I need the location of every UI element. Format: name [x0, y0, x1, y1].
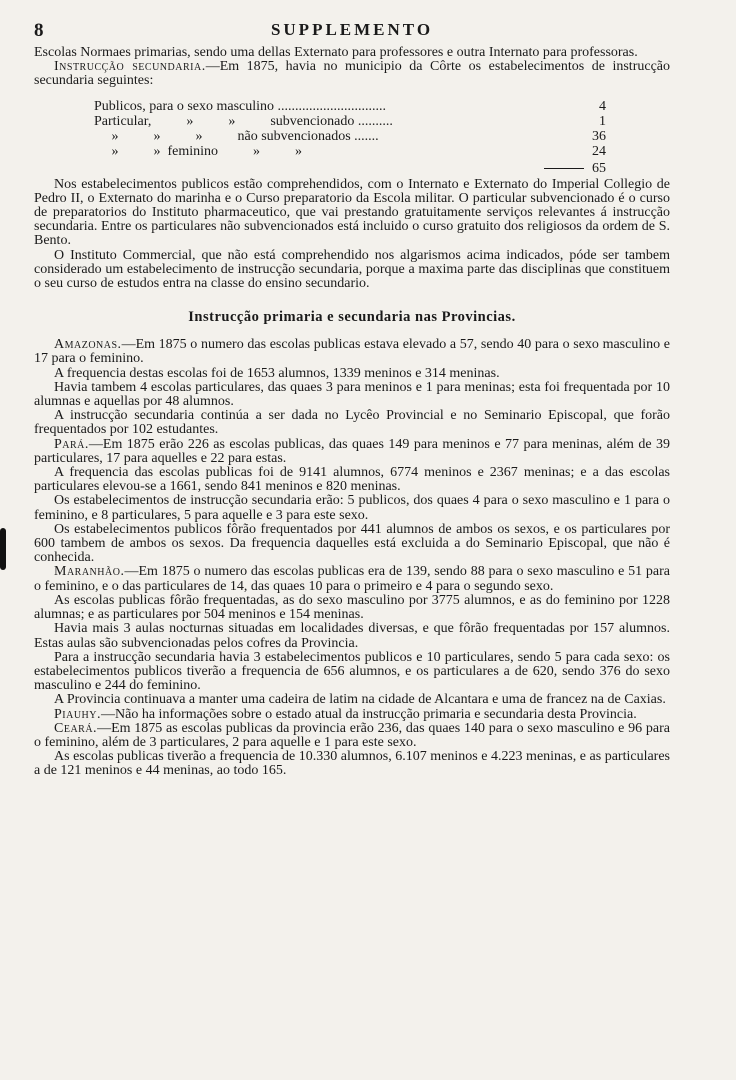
para-text: —Em 1875 erão 226 as escolas publicas, das quaes 149 para meninos e 77 para meninas, além de 39 particulares, 17 para aquelles e 22 para estas.: [34, 436, 670, 466]
table-row: [94, 129, 606, 144]
para-paragraph-1: [34, 438, 670, 466]
province-name-amazonas: Amazonas.: [54, 337, 122, 353]
piauhy-paragraph-1: [34, 708, 670, 722]
province-name-ceara: Ceará.: [54, 720, 98, 736]
province-name-para: Pará.: [54, 436, 89, 452]
table-row-label: Particular, » » subvencionado ..........: [94, 113, 393, 129]
section-title: Instrucção primaria e secundaria nas Provincias.: [188, 309, 516, 326]
table-row-value: 36: [592, 128, 606, 144]
maranhao-paragraph-5: A Provincia continuava a manter uma cadeira de latim na cidade de Alcantara e uma de francez na de Caxias.: [54, 692, 666, 708]
para-paragraph-2: A frequencia das escolas publicas foi de 9141 alumnos, 6774 meninos e 2367 meninas; e a das escolas particulares elevou-se a 1661, sendo 841 meninos e 820 meninas.: [34, 465, 670, 495]
maranhao-paragraph-3: Havia mais 3 aulas nocturnas situadas em localidades diversas, e que fôrão frequentadas por 157 alumnos. Estas aulas são subvencionadas pelos cofres da Provincia.: [34, 621, 670, 651]
page-number: 8: [34, 20, 44, 41]
running-title: SUPPLEMENTO: [270, 20, 434, 39]
table-row-value: 4: [599, 98, 606, 114]
table-row-label: » » feminino » »: [94, 143, 303, 159]
para-paragraph-3: Os estabelecimentos de instrucção secundaria erão: 5 publicos, dos quaes 4 para o sexo masculino e 1 para o feminino, e 8 particulares, 5 para aquelle e 3 para este sexo.: [34, 493, 670, 523]
maranhao-paragraph-1: [34, 565, 670, 593]
table-total-row: [94, 161, 606, 176]
maranhao-paragraph-4: Para a instrucção secundaria havia 3 estabelecimentos publicos e 10 particulares, sendo 5 para cada sexo: os estabelecimentos publicos tiverão a frequencia de 656 alumnos, e os particulares a de 620, sendo 376 do sexo masculino e 244 do feminino.: [34, 649, 670, 694]
intro-paragraph-2: [34, 60, 670, 88]
secondary-instruction-label: Instrucção secundaria.: [54, 59, 206, 75]
maranhao-text: —Em 1875 o numero das escolas publicas era de 139, sendo 88 para o sexo masculino e 51 para o feminino, e o das particulares de 14, das quaes 10 para o primeiro e 4 para o segundo sexo.: [34, 564, 670, 594]
table-row-value: 24: [592, 143, 606, 159]
table-row: [94, 144, 606, 159]
ceara-paragraph-2: As escolas publicas tiverão a frequencia de 10.330 alumnos, 6.107 meninos e 4.223 meninas, e as particulares a de 121 meninos e 44 meninas, ao todo 165.: [34, 749, 670, 779]
table-row-value: 1: [599, 113, 606, 129]
page-edge-mark: [0, 528, 6, 570]
paragraph-public-establishments: Nos estabelecimentos publicos estão comprehendidos, com o Internato e Externato do Imperial Collegio de Pedro II, o Externato do marinha e o Curso preparatorio da Escola militar. O particular subvencionado é o curso de preparatorios do Instituto pharmaceutico, que vai prestando gratuitamente serviços relevantes á instrucção secundaria. Entre os particulares não subvencionados está incluido o curso gratuito dos religiosos da ordem de S. Bento.: [34, 176, 670, 249]
amazonas-text: —Em 1875 o numero das escolas publicas estava elevado a 57, sendo 40 para o sexo masculino e 17 para o feminino.: [34, 337, 670, 367]
intro-paragraph-1: Escolas Normaes primarias, sendo uma dellas Externato para professores e outra Internato para professoras.: [34, 45, 638, 60]
establishments-table: [94, 99, 606, 176]
ceara-text: —Em 1875 as escolas publicas da provincia erão 236, das quaes 140 para o sexo masculino e 96 para o feminino, além de 3 particulares, 2 para aquelle e 1 para este sexo.: [34, 720, 670, 750]
province-name-maranhao: Maranhão.: [54, 564, 125, 580]
amazonas-paragraph-1: [34, 338, 670, 366]
table-row-label: » » » não subvencionados .......: [94, 128, 379, 144]
table-total: 65: [592, 160, 606, 176]
table-row: [94, 99, 606, 114]
amazonas-paragraph-3: Havia tambem 4 escolas particulares, das quaes 3 para meninos e 1 para meninas; esta foi frequentada por 10 alumnas e aquellas por 48 alumnos.: [34, 379, 670, 410]
province-name-piauhy: Piauhy.: [54, 706, 102, 722]
ceara-paragraph-1: [34, 722, 670, 750]
intro-paragraph-2-text: —Em 1875, havia no municipio da Côrte os estabelecimentos de instrucção secundaria seguintes:: [34, 59, 671, 89]
piauhy-text: —Não ha informações sobre o estado atual da instrucção primaria e secundaria desta Provincia.: [101, 706, 637, 722]
amazonas-paragraph-4: A instrucção secundaria continúa a ser dada no Lycêo Provincial e no Seminario Episcopal, que forão frequentados por 102 estudantes.: [34, 408, 670, 438]
total-rule: [544, 168, 584, 169]
document-page: [34, 20, 670, 779]
para-paragraph-4: Os estabelecimentos publicos fôrão frequentados por 441 alumnos de ambos os sexos, e os particulares por 600 tambem de ambos os sexos. Da frequencia daquelles está excluida a do Seminario Episcopal, que não é conhecida.: [34, 521, 670, 566]
amazonas-paragraph-2: A frequencia destas escolas foi de 1653 alumnos, 1339 meninos e 314 meninas.: [54, 365, 500, 381]
table-row-label: Publicos, para o sexo masculino ...............................: [94, 98, 387, 114]
page-header: [34, 20, 670, 46]
paragraph-commercial-institute: O Instituto Commercial, que não está comprehendido nos algarismos acima indicados, póde ser tambem considerado um estabelecimento de instrucção secundaria, porque a maxima parte das disciplinas que constituem o seu curso de estudos entra na classe do ensino secundario.: [34, 247, 670, 292]
maranhao-paragraph-2: As escolas publicas fôrão frequentadas, as do sexo masculino por 3775 alumnos, e as do feminino por 1228 alumnas; e as particulares por 504 meninos e 154 meninas.: [34, 592, 670, 623]
table-row: [94, 114, 606, 129]
